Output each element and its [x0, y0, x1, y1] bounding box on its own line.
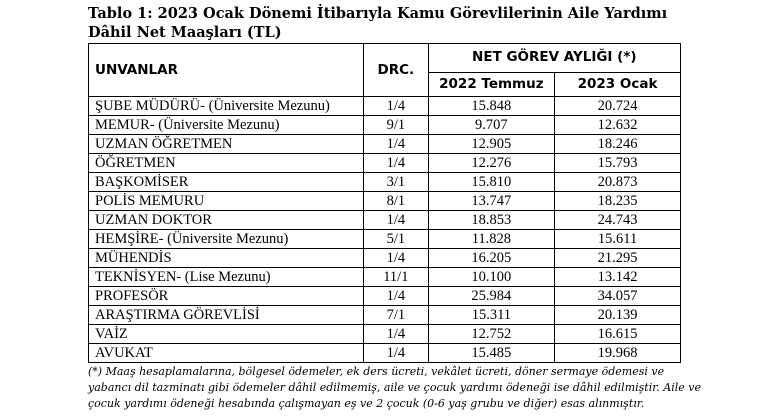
- table-row: [89, 287, 681, 306]
- cell-2022-temmuz: 12.276: [428, 154, 554, 173]
- cell-2022-temmuz: 13.747: [428, 192, 554, 211]
- cell-drc: 1/4: [364, 211, 429, 230]
- cell-drc: 3/1: [364, 173, 429, 192]
- cell-unvan: HEMŞİRE- (Üniversite Mezunu): [89, 230, 364, 249]
- cell-2022-temmuz: 12.752: [428, 325, 554, 344]
- table-row: [89, 116, 681, 135]
- header-unvanlar: UNVANLAR: [89, 44, 364, 97]
- table-row: [89, 173, 681, 192]
- cell-2022-temmuz: 10.100: [428, 268, 554, 287]
- cell-unvan: ŞUBE MÜDÜRÜ- (Üniversite Mezunu): [89, 97, 364, 116]
- cell-2022-temmuz: 16.205: [428, 249, 554, 268]
- table-body: [89, 97, 681, 363]
- table-row: [89, 230, 681, 249]
- cell-2023-ocak: 12.632: [555, 116, 681, 135]
- cell-2022-temmuz: 15.311: [428, 306, 554, 325]
- cell-unvan: BAŞKOMİSER: [89, 173, 364, 192]
- cell-2023-ocak: 20.873: [555, 173, 681, 192]
- cell-2023-ocak: 15.611: [555, 230, 681, 249]
- cell-drc: 1/4: [364, 249, 429, 268]
- cell-unvan: UZMAN DOKTOR: [89, 211, 364, 230]
- cell-2022-temmuz: 15.485: [428, 344, 554, 363]
- cell-unvan: UZMAN ÖĞRETMEN: [89, 135, 364, 154]
- cell-unvan: AVUKAT: [89, 344, 364, 363]
- header-net-gorev-ayligi: NET GÖREV AYLIĞI (*): [428, 44, 680, 73]
- cell-drc: 1/4: [364, 325, 429, 344]
- cell-drc: 5/1: [364, 230, 429, 249]
- cell-2022-temmuz: 15.810: [428, 173, 554, 192]
- cell-2023-ocak: 13.142: [555, 268, 681, 287]
- cell-unvan: TEKNİSYEN- (Lise Mezunu): [89, 268, 364, 287]
- table-row: [89, 135, 681, 154]
- cell-unvan: POLİS MEMURU: [89, 192, 364, 211]
- salary-table: [88, 43, 681, 363]
- footnote: (*) Maaş hesaplamalarına, bölgesel ödemeler, ek ders ücreti, vekâlet ücreti, döner sermaye ödemesi ve yabancı dil tazminatı gibi ödemeler dâhil edilmemiş, aile ve çocuk yardımı ödeneği ise dâhil edilmiştir. Aile ve çocuk yardımı ödeneği hesabında çalışmayan eş ve 2 çocuk (0-6 yaş grubu ve diğer) esas alınmıştır.: [88, 365, 701, 410]
- cell-2023-ocak: 19.968: [555, 344, 681, 363]
- cell-drc: 1/4: [364, 154, 429, 173]
- table-row: [89, 325, 681, 344]
- table-row: [89, 268, 681, 287]
- table-row: [89, 154, 681, 173]
- cell-2022-temmuz: 11.828: [428, 230, 554, 249]
- cell-2022-temmuz: 9.707: [428, 116, 554, 135]
- cell-2023-ocak: 15.793: [555, 154, 681, 173]
- cell-unvan: VAİZ: [89, 325, 364, 344]
- table-row: [89, 192, 681, 211]
- cell-unvan: MÜHENDİS: [89, 249, 364, 268]
- table-row: [89, 211, 681, 230]
- cell-unvan: ARAŞTIRMA GÖREVLİSİ: [89, 306, 364, 325]
- cell-drc: 11/1: [364, 268, 429, 287]
- cell-drc: 8/1: [364, 192, 429, 211]
- table-row: [89, 306, 681, 325]
- cell-2022-temmuz: 15.848: [428, 97, 554, 116]
- cell-drc: 9/1: [364, 116, 429, 135]
- table-row: [89, 344, 681, 363]
- cell-drc: 1/4: [364, 97, 429, 116]
- table-title: Tablo 1: 2023 Ocak Dönemi İtibarıyla Kamu Görevlilerinin Aile Yardımı Dâhil Net Maaşları (TL): [88, 5, 668, 41]
- cell-drc: 7/1: [364, 306, 429, 325]
- cell-2023-ocak: 18.246: [555, 135, 681, 154]
- cell-2023-ocak: 18.235: [555, 192, 681, 211]
- cell-drc: 1/4: [364, 287, 429, 306]
- table-row: [89, 249, 681, 268]
- cell-2023-ocak: 16.615: [555, 325, 681, 344]
- header-drc: DRC.: [364, 44, 429, 97]
- cell-2023-ocak: 34.057: [555, 287, 681, 306]
- cell-2022-temmuz: 18.853: [428, 211, 554, 230]
- cell-drc: 1/4: [364, 135, 429, 154]
- cell-2023-ocak: 21.295: [555, 249, 681, 268]
- cell-unvan: MEMUR- (Üniversite Mezunu): [89, 116, 364, 135]
- cell-2023-ocak: 24.743: [555, 211, 681, 230]
- cell-drc: 1/4: [364, 344, 429, 363]
- header-2023-ocak: 2023 Ocak: [555, 72, 681, 96]
- cell-unvan: PROFESÖR: [89, 287, 364, 306]
- cell-2022-temmuz: 25.984: [428, 287, 554, 306]
- cell-2022-temmuz: 12.905: [428, 135, 554, 154]
- table-row: [89, 97, 681, 116]
- cell-unvan: ÖĞRETMEN: [89, 154, 364, 173]
- header-2022-temmuz: 2022 Temmuz: [428, 72, 554, 96]
- cell-2023-ocak: 20.724: [555, 97, 681, 116]
- cell-2023-ocak: 20.139: [555, 306, 681, 325]
